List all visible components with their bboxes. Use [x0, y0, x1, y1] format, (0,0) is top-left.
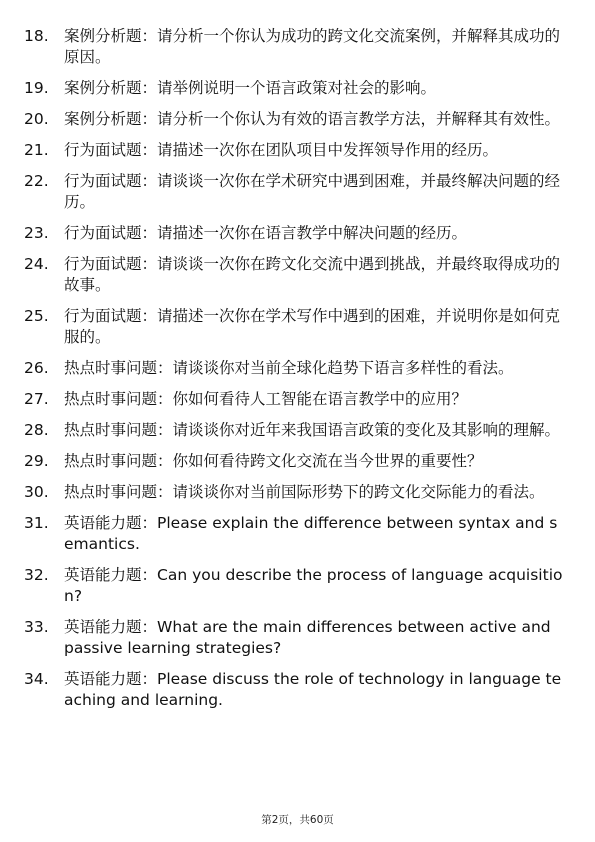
item-number: 21. [24, 141, 49, 159]
list-item [24, 223, 564, 244]
list-item [24, 617, 564, 659]
list-item [24, 109, 564, 130]
list-item [24, 420, 564, 441]
item-number: 20. [24, 110, 49, 128]
item-text: 英语能力题：Please discuss the role of technology in language teaching and learning. [64, 670, 562, 709]
list-item [24, 26, 564, 68]
item-number: 27. [24, 390, 49, 408]
item-text: 热点时事问题：你如何看待人工智能在语言教学中的应用？ [64, 390, 468, 408]
item-number: 31. [24, 514, 49, 532]
item-number: 33. [24, 618, 49, 636]
item-text: 案例分析题：请分析一个你认为成功的跨文化交流案例，并解释其成功的原因。 [64, 27, 561, 66]
item-number: 34. [24, 670, 49, 688]
list-item [24, 358, 564, 379]
question-list [24, 26, 564, 721]
item-number: 28. [24, 421, 49, 439]
page-footer: 第2页，共60页 [261, 814, 334, 826]
item-number: 24. [24, 255, 49, 273]
item-number: 26. [24, 359, 49, 377]
item-text: 案例分析题：请分析一个你认为有效的语言教学方法，并解释其有效性。 [64, 110, 561, 128]
item-number: 19. [24, 79, 49, 97]
item-number: 18. [24, 27, 49, 45]
item-text: 行为面试题：请谈谈一次你在跨文化交流中遇到挑战，并最终取得成功的故事。 [64, 255, 561, 294]
list-item [24, 306, 564, 348]
list-item [24, 254, 564, 296]
list-item [24, 78, 564, 99]
item-text: 行为面试题：请描述一次你在语言教学中解决问题的经历。 [64, 224, 468, 242]
item-number: 30. [24, 483, 49, 501]
item-text: 热点时事问题：请谈谈你对当前国际形势下的跨文化交际能力的看法。 [64, 483, 545, 501]
item-text: 行为面试题：请描述一次你在团队项目中发挥领导作用的经历。 [64, 141, 499, 159]
list-item [24, 171, 564, 213]
list-item [24, 669, 564, 711]
list-item [24, 389, 564, 410]
item-text: 热点时事问题：你如何看待跨文化交流在当今世界的重要性？ [64, 452, 483, 470]
item-number: 29. [24, 452, 49, 470]
list-item [24, 451, 564, 472]
list-item [24, 140, 564, 161]
list-item [24, 565, 564, 607]
item-number: 25. [24, 307, 49, 325]
item-text: 英语能力题：Please explain the difference between syntax and semantics. [64, 514, 558, 553]
item-number: 32. [24, 566, 49, 584]
item-number: 22. [24, 172, 49, 190]
item-text: 热点时事问题：请谈谈你对当前全球化趋势下语言多样性的看法。 [64, 359, 514, 377]
item-text: 行为面试题：请描述一次你在学术写作中遇到的困难，并说明你是如何克服的。 [64, 307, 561, 346]
list-item [24, 513, 564, 555]
item-text: 英语能力题：What are the main differences between active and passive learning strategies? [64, 618, 551, 657]
item-text: 行为面试题：请谈谈一次你在学术研究中遇到困难，并最终解决问题的经历。 [64, 172, 561, 211]
item-text: 英语能力题：Can you describe the process of language acquisition? [64, 566, 563, 605]
list-item [24, 482, 564, 503]
item-text: 热点时事问题：请谈谈你对近年来我国语言政策的变化及其影响的理解。 [64, 421, 561, 439]
item-number: 23. [24, 224, 49, 242]
item-text: 案例分析题：请举例说明一个语言政策对社会的影响。 [64, 79, 437, 97]
